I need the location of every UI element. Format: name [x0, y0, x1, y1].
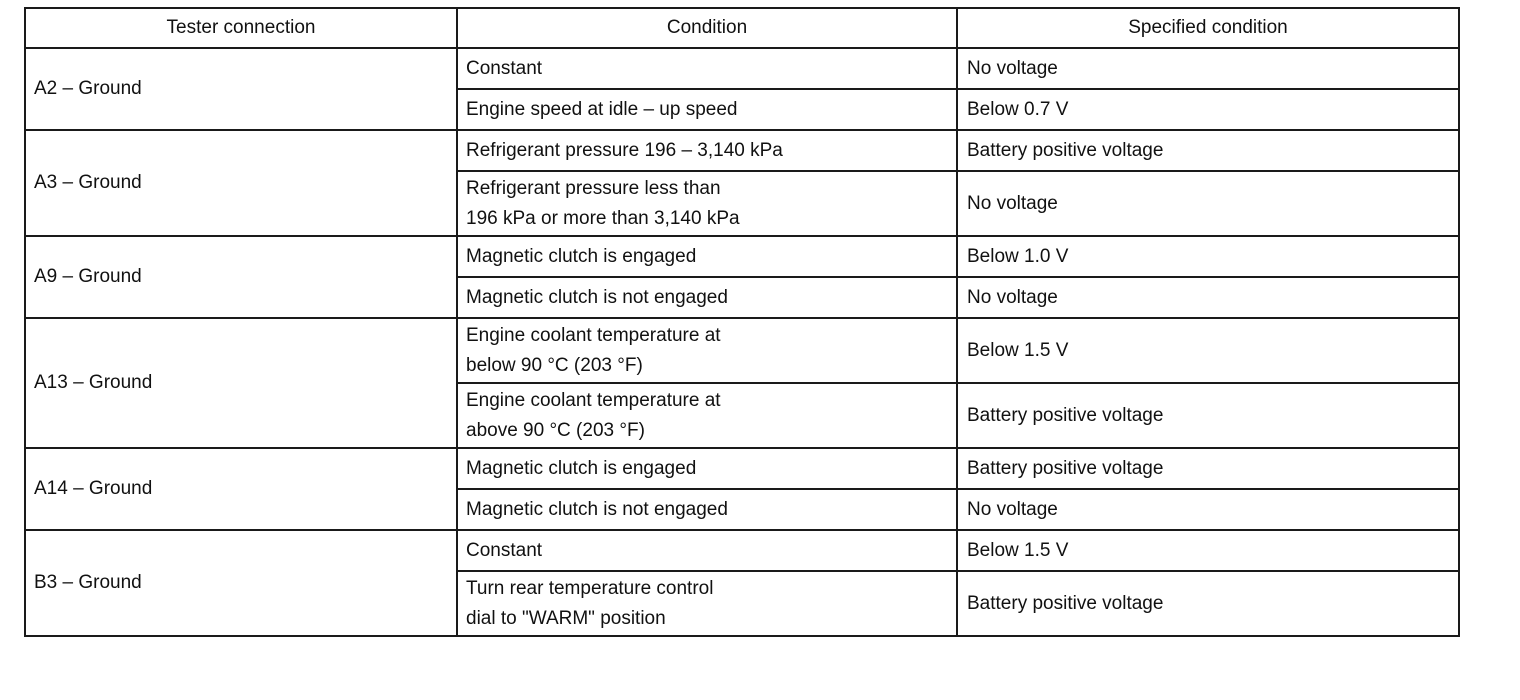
tester-connection-cell: A2 – Ground — [25, 48, 457, 130]
condition-cell — [457, 48, 957, 89]
table-body — [25, 48, 1459, 636]
table-row — [25, 448, 1459, 489]
condition-cell — [457, 89, 957, 130]
tester-connection-cell: A9 – Ground — [25, 236, 457, 318]
condition-cell — [457, 130, 957, 171]
specified-condition-cell: Battery positive voltage — [957, 448, 1459, 489]
specified-condition-cell: No voltage — [957, 489, 1459, 530]
header-row — [25, 8, 1459, 48]
table-header — [25, 8, 1459, 48]
header-condition: Condition — [457, 8, 957, 48]
condition-line: Engine coolant temperature at — [466, 324, 721, 346]
tester-connection-cell: A3 – Ground — [25, 130, 457, 236]
specified-condition-cell: Below 1.0 V — [957, 236, 1459, 277]
condition-cell — [457, 171, 957, 236]
specified-condition-cell: No voltage — [957, 48, 1459, 89]
header-tester-connection: Tester connection — [25, 8, 457, 48]
condition-line: Constant — [466, 57, 543, 79]
specified-condition-cell: Below 0.7 V — [957, 89, 1459, 130]
table-row — [25, 318, 1459, 383]
condition-line: Turn rear temperature control — [466, 577, 714, 599]
tester-connection-cell: B3 – Ground — [25, 530, 457, 636]
condition-line: 196 kPa or more than 3,140 kPa — [466, 207, 740, 229]
condition-line: Refrigerant pressure less than — [466, 177, 721, 199]
specified-condition-cell: No voltage — [957, 171, 1459, 236]
condition-line: dial to "WARM" position — [466, 607, 666, 629]
specified-condition-cell: Battery positive voltage — [957, 571, 1459, 636]
specified-condition-cell: Below 1.5 V — [957, 318, 1459, 383]
table-row — [25, 530, 1459, 571]
specified-condition-cell: No voltage — [957, 277, 1459, 318]
condition-cell — [457, 489, 957, 530]
condition-cell — [457, 383, 957, 448]
specified-condition-cell: Battery positive voltage — [957, 130, 1459, 171]
condition-line: below 90 °C (203 °F) — [466, 354, 643, 376]
table-row — [25, 130, 1459, 171]
specified-condition-cell: Battery positive voltage — [957, 383, 1459, 448]
condition-line: Magnetic clutch is not engaged — [466, 498, 728, 520]
condition-cell — [457, 318, 957, 383]
condition-cell — [457, 530, 957, 571]
condition-line: Engine coolant temperature at — [466, 389, 721, 411]
header-specified-condition: Specified condition — [957, 8, 1459, 48]
condition-cell — [457, 277, 957, 318]
tester-connection-cell: A13 – Ground — [25, 318, 457, 448]
condition-line: Magnetic clutch is engaged — [466, 457, 697, 479]
condition-cell — [457, 448, 957, 489]
specification-table — [24, 7, 1460, 637]
table-row — [25, 236, 1459, 277]
condition-line: Constant — [466, 539, 543, 561]
condition-line: Refrigerant pressure 196 – 3,140 kPa — [466, 139, 783, 161]
condition-line: Magnetic clutch is not engaged — [466, 286, 728, 308]
specified-condition-cell: Below 1.5 V — [957, 530, 1459, 571]
condition-line: above 90 °C (203 °F) — [466, 419, 645, 441]
condition-cell — [457, 236, 957, 277]
condition-line: Engine speed at idle – up speed — [466, 98, 738, 120]
tester-connection-cell: A14 – Ground — [25, 448, 457, 530]
condition-cell — [457, 571, 957, 636]
table-row — [25, 48, 1459, 89]
condition-line: Magnetic clutch is engaged — [466, 245, 697, 267]
